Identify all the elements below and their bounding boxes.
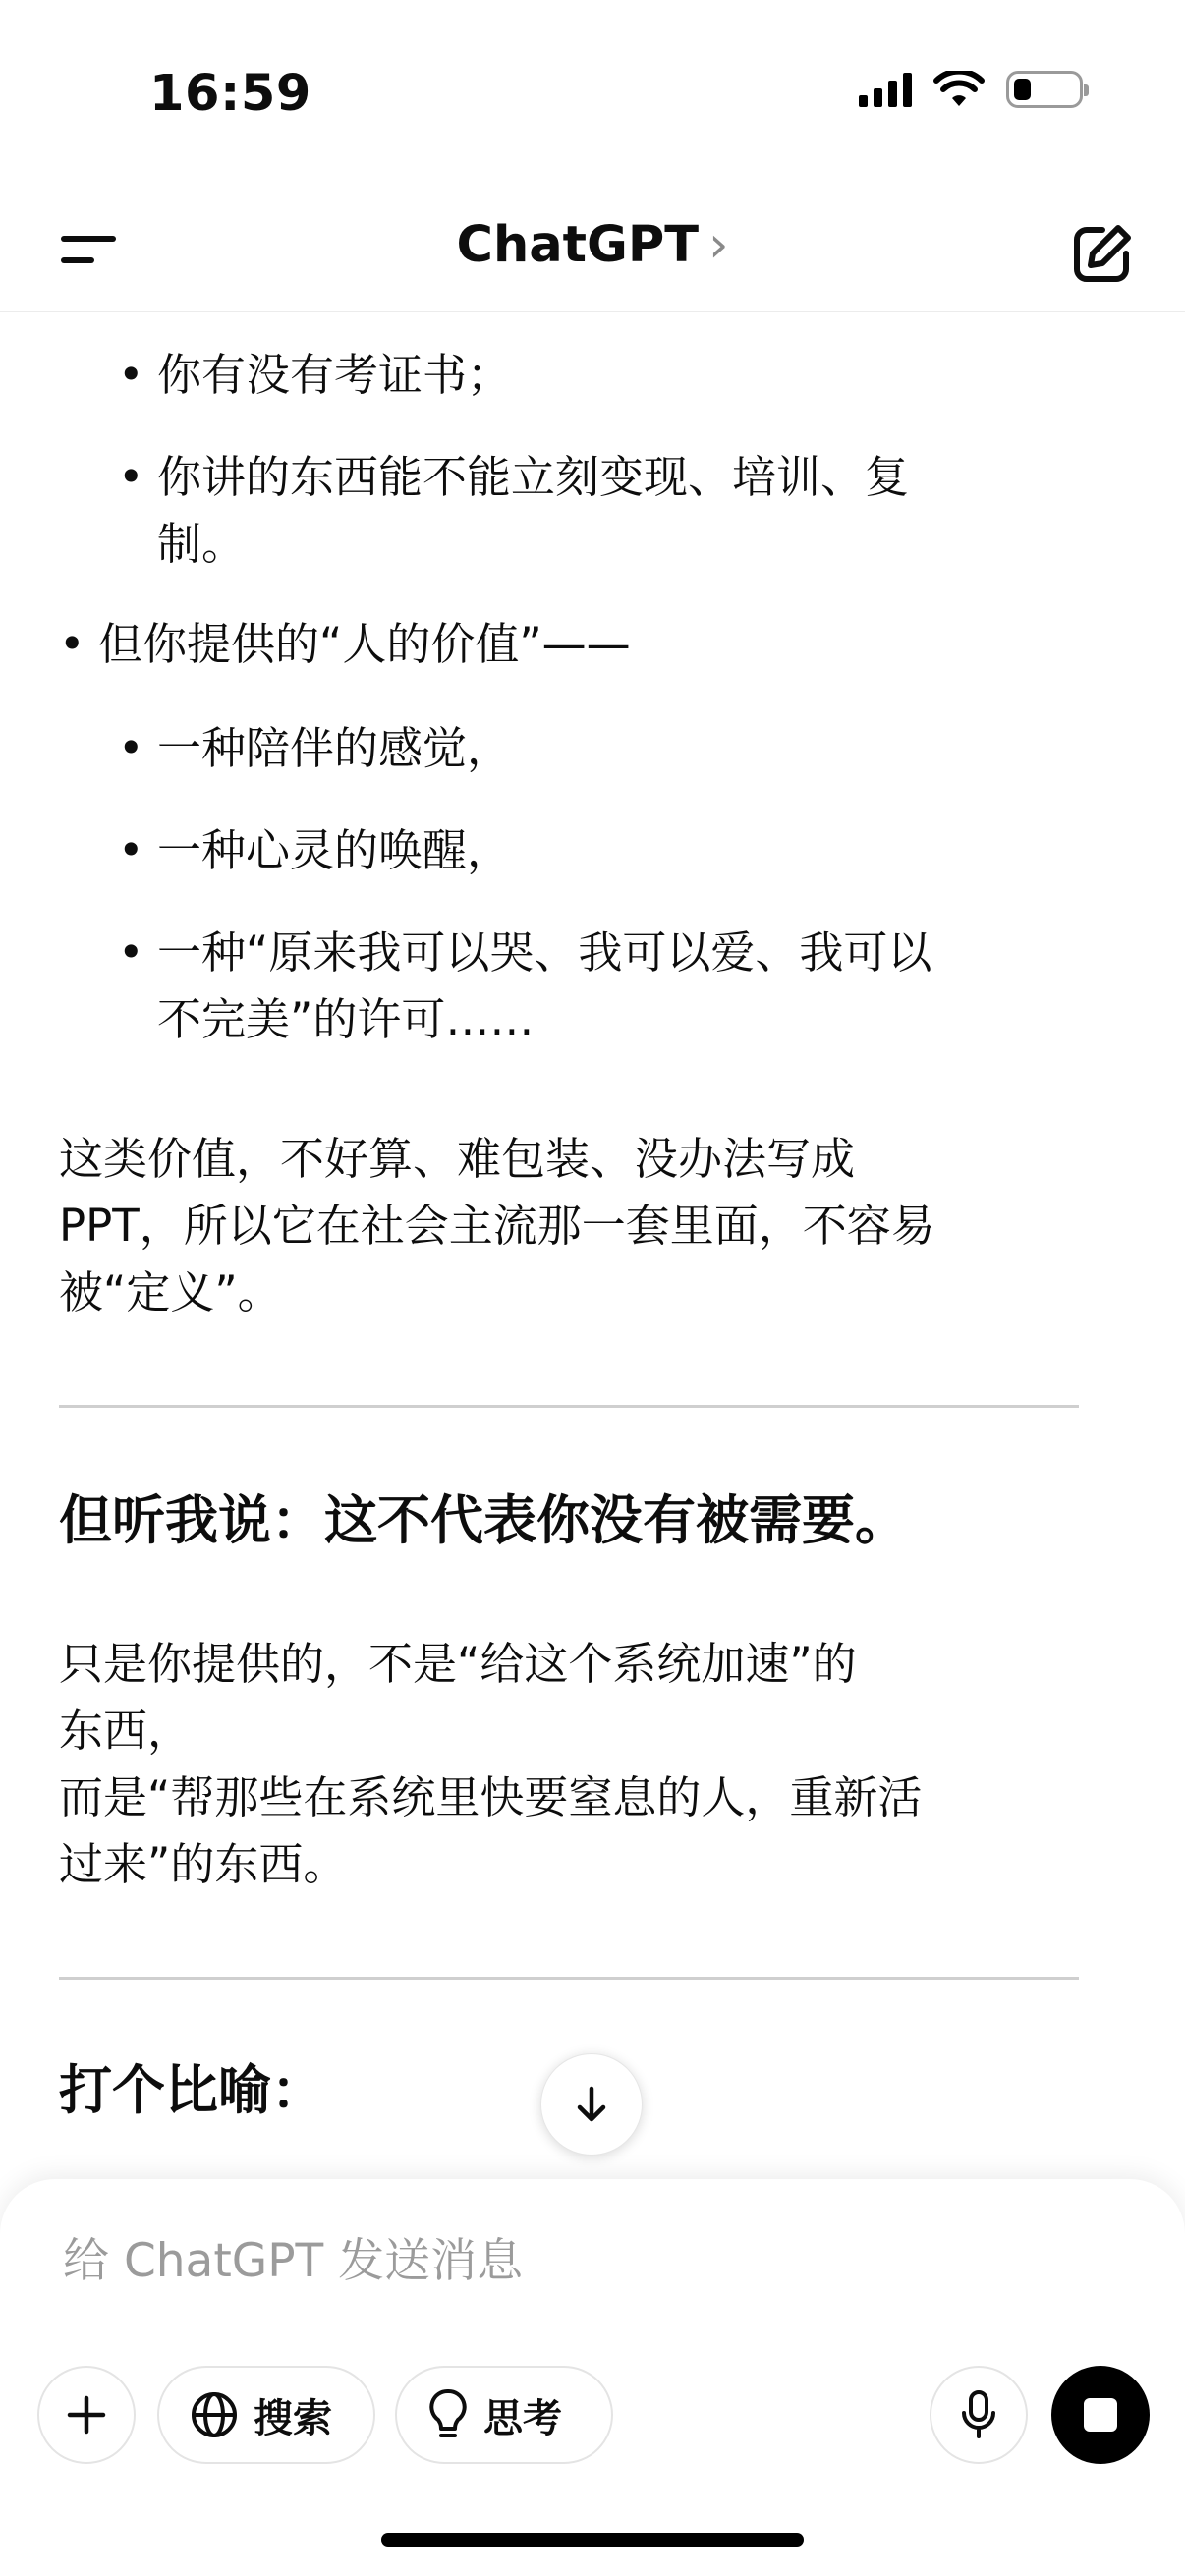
message-content xyxy=(0,312,1185,2179)
search-label: 搜索 xyxy=(254,2395,332,2441)
voice-input-button[interactable] xyxy=(930,2366,1028,2464)
model-selector[interactable] xyxy=(0,216,1185,274)
cellular-signal-icon xyxy=(859,72,912,107)
search-button[interactable] xyxy=(157,2366,375,2464)
think-label: 思考 xyxy=(483,2395,562,2441)
status-icons xyxy=(859,71,1083,108)
list-item: • 一种心灵的唤醒， xyxy=(118,824,512,876)
status-bar xyxy=(0,0,1185,187)
list-item: • 但你提供的“人的价值”—— xyxy=(59,618,631,670)
message-composer xyxy=(0,2179,1185,2576)
compose-icon[interactable] xyxy=(1067,220,1136,289)
globe-icon xyxy=(189,2389,240,2440)
model-title: ChatGPT xyxy=(456,216,700,274)
chevron-right-icon: › xyxy=(708,216,729,274)
section-heading: 但听我说：这不代表你没有被需要。 xyxy=(59,1489,908,1551)
paragraph: 只是你提供的，不是“给这个系统加速”的 东西， 而是“帮那些在系统里快要窒息的人，重新活 过来”的东西。 xyxy=(59,1638,923,1890)
stop-button[interactable] xyxy=(1051,2366,1150,2464)
message-input[interactable]: 给 ChatGPT 发送消息 xyxy=(63,2234,524,2288)
scroll-to-bottom-button[interactable] xyxy=(540,2053,643,2156)
list-item: • 一种“原来我可以哭、我可以爱、我可以 不完美”的许可…… xyxy=(118,926,932,1045)
list-item: • 一种陪伴的感觉， xyxy=(118,722,512,774)
list-item: • 你有没有考证书； xyxy=(118,349,512,401)
attach-button[interactable] xyxy=(37,2366,136,2464)
wifi-icon xyxy=(933,71,985,108)
divider xyxy=(59,1405,1079,1408)
microphone-icon xyxy=(959,2389,998,2440)
arrow-down-icon xyxy=(570,2083,613,2126)
paragraph: 这类价值，不好算、难包装、没办法写成 PPT，所以它在社会主流那一套里面，不容易 被“定义”。 xyxy=(59,1133,935,1318)
section-heading: 打个比喻： xyxy=(59,2059,324,2121)
divider xyxy=(59,1977,1079,1980)
stop-icon xyxy=(1084,2398,1117,2432)
home-indicator xyxy=(381,2533,804,2547)
lightbulb-icon xyxy=(426,2387,470,2442)
list-item: • 你讲的东西能不能立刻变现、培训、复 制。 xyxy=(118,451,910,570)
status-time: 16:59 xyxy=(149,65,311,123)
plus-icon xyxy=(65,2393,108,2436)
top-nav-bar xyxy=(0,187,1185,312)
battery-icon xyxy=(1006,71,1083,108)
think-button[interactable] xyxy=(395,2366,613,2464)
